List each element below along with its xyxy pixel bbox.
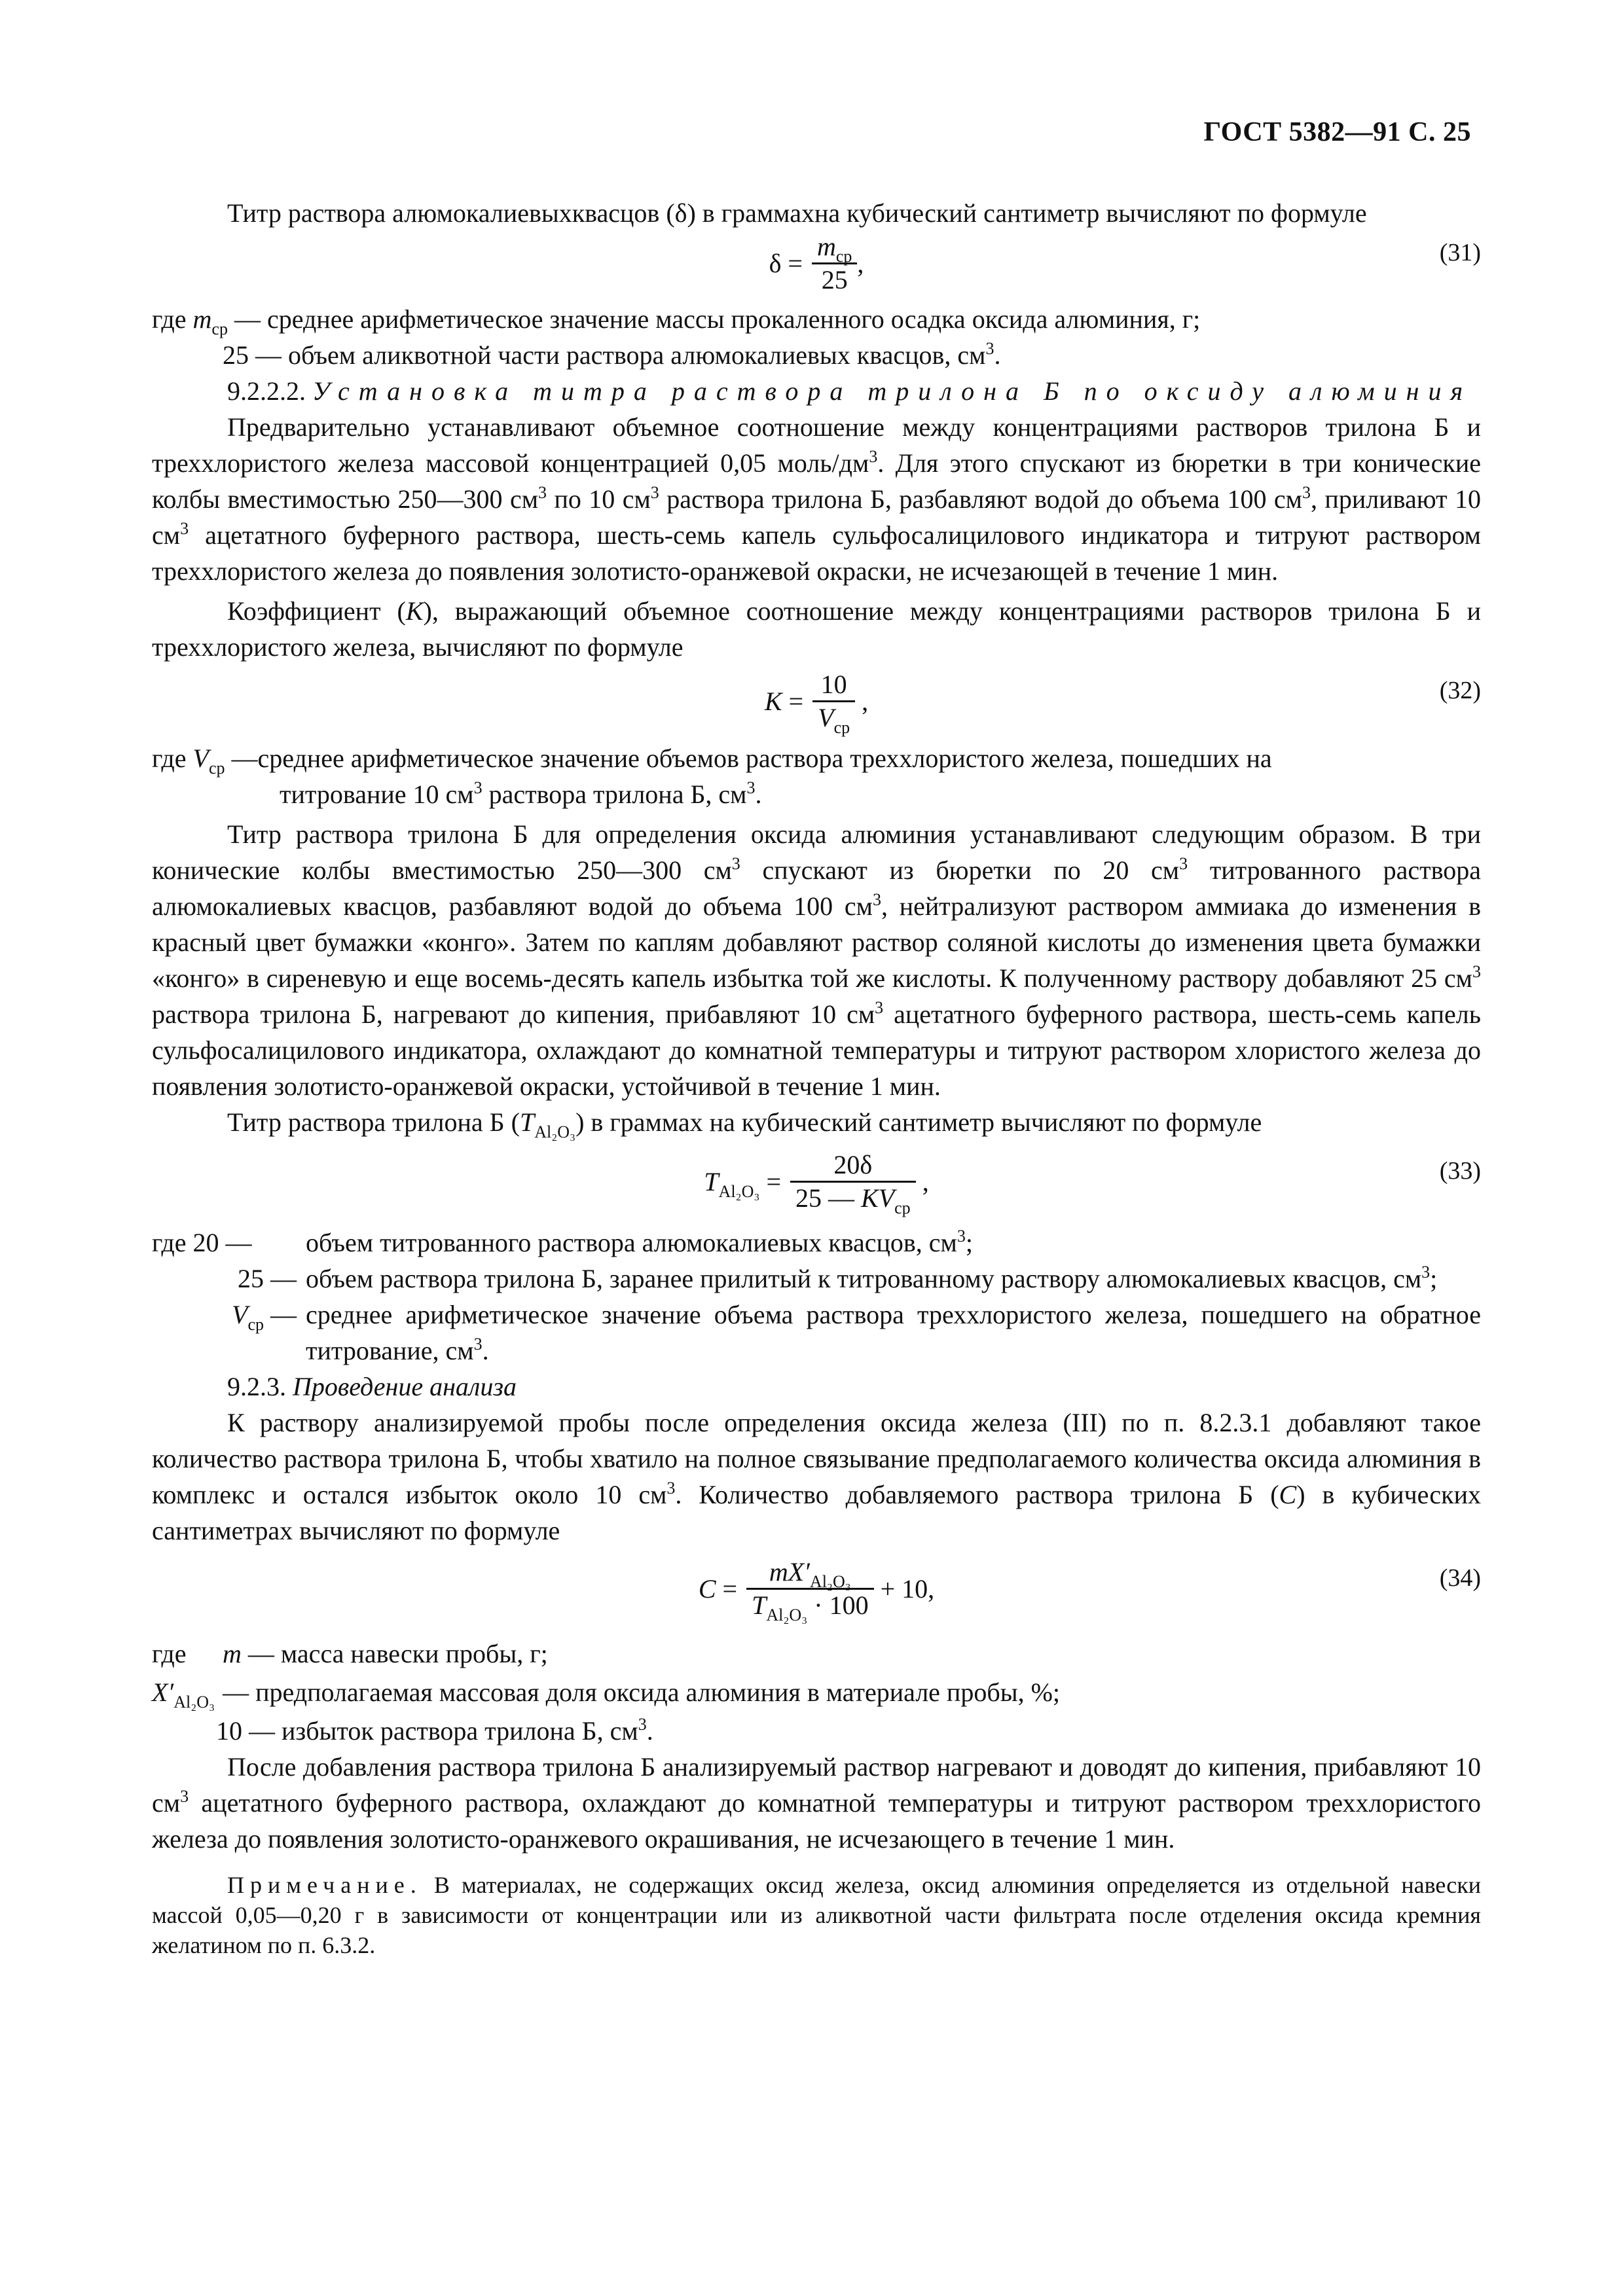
formula-31-num: m bbox=[816, 232, 836, 261]
where-34-row2: $X'_{Al_2O_3}$ — предполагаемая массовая доля оксида алюминия в материале пробы, %; bbox=[152, 1677, 1060, 1712]
note-label: Примечание. bbox=[227, 1872, 422, 1898]
where-33-row3: $V_{ср}$ — среднее арифметическое значение объема раствора треххлористого железа, пошедшего на обратное титрование, $см^3$. bbox=[232, 1300, 1481, 1365]
note-text: В материалах, не содержащих оксид железа, оксид алюминия определяется из отдельной навески массой 0,05—0,20 г в зависимости от концентрации или из аликвотной части фильтрата после отделения оксида кремния желатином по п. 6.3.2. bbox=[152, 1872, 1481, 1958]
formula-34: C = $\frac{mX'_{Al_2O_3}}{T_{Al_2O_3} \cdot 100}$ + 10, (34) bbox=[698, 1557, 1481, 1624]
equation-number-33: (33) bbox=[1439, 1157, 1481, 1185]
section-9-2-2-2-heading: 9.2.2.2. Установка титра раствора трилона Б по оксиду алюминия bbox=[227, 376, 1472, 406]
where-34-row1: где m — масса навески пробы, г; bbox=[152, 1639, 548, 1668]
paragraph-preliminary: Предварительно устанавливают объемное соотношение между концентрациями растворов трилона Б и треххлористого железа массовой концентрацией 0,05 моль/$дм^3$. Для этого спускают из бюретки в три конические колбы вместимостью 250—300 $см^3$ по 10 $см^3$ раствора трилона Б, разбавляют водой до объема 100 $см^3$, приливают 10 $см^3$ ацетатного буферного раствора, шесть-семь капель сульфосалицилового индикатора и титруют раствором треххлористого железа до появления золотисто-оранжевой окраски, не исчезающей в течение 1 мин. bbox=[152, 412, 1481, 586]
where-32-line1: где $V_{ср}$ —среднее арифметическое значение объемов раствора треххлористого железа, пошедших на bbox=[152, 744, 1272, 778]
paragraph-titr-alum: Титр раствора алюмокалиевыхквасцов (δ) в граммахна кубический сантиметр вычисляют по формуле bbox=[227, 198, 1367, 228]
formula-31: δ = $\frac{m_{ср}}{25}$ , (31) bbox=[769, 232, 1481, 295]
formula-31-fraction: $\frac{m_{ср}}{25}$ bbox=[812, 231, 857, 296]
where-31-line2: 25 — объем аликвотной части раствора алюмокалиевых квасцов, $см^3$. bbox=[223, 339, 1001, 370]
formula-31-den: 25 bbox=[821, 265, 848, 295]
equation-number-31: (31) bbox=[1439, 239, 1481, 266]
where-34-row3: 10 — избыток раствора трилона Б, $см^3$. bbox=[216, 1715, 653, 1746]
page-header: ГОСТ 5382—91 С. 25 bbox=[1203, 117, 1471, 147]
formula-32: K = $\frac{10}{V_{ср}}$ , (32) bbox=[764, 670, 1481, 737]
equation-number-34: (34) bbox=[1439, 1564, 1481, 1592]
where-33-row2: 25 — объем раствора трилона Б, заранее прилитый к титрованному раствору алюмокалиевых квасцов, $см^3$; bbox=[238, 1263, 1438, 1293]
where-32-line2: титрование 10 $см^3$ раствора трилона Б, $см^3$. bbox=[280, 778, 762, 809]
where-33-row1: где 20 — объем титрованного раствора алюмокалиевых квасцов, $см^3$; bbox=[152, 1227, 973, 1257]
formula-31-lhs: δ = bbox=[769, 249, 803, 278]
paragraph-titr-procedure: Титр раствора трилона Б для определения оксида алюминия устанавливают следующим образом. В три конические колбы вместимостью 250—300 $см^3$ спускают из бюретки по 20 $см^3$ титрованного раствора алюмокалиевых квасцов, разбавляют водой до объема 100 $см^3$, нейтрализуют раствором аммиака до изменения в красный цвет бумажки «конго». Затем по каплям добавляют раствор соляной кислоты до изменения цвета бумажки «конго» в сиреневую и еще восемь-десять капель избытка той же кислоты. К полученному раствору добавляют 25 $см^3$ раствора трилона Б, нагревают до кипения, прибавляют 10 $см^3$ ацетатного буферного раствора, шесть-семь капель сульфосалицилового индикатора, охлаждают до комнатной температуры и титруют раствором хлористого железа до появления золотисто-оранжевой окраски, устойчивой в течение 1 мин. bbox=[152, 819, 1481, 1101]
formula-33-fraction: $\frac{20\delta}{25 — KV_{ср}}$ bbox=[790, 1149, 916, 1214]
paragraph-analysis: К раствору анализируемой пробы после определения оксида железа (III) по п. 8.2.3.1 добавляют такое количество раствора трилона Б, чтобы хватило на полное связывание предполагаемого количества оксида алюминия в комплекс и остался избыток около 10 $см^3$. Количество добавляемого раствора трилона Б (C) в кубических сантиметрах вычисляют по формуле bbox=[152, 1408, 1481, 1545]
where-33-list bbox=[152, 1225, 1481, 1369]
paragraph-after-addition: После добавления раствора трилона Б анализируемый раствор нагревают и доводят до кипения, прибавляют 10 $см^3$ ацетатного буферного раствора, охлаждают до комнатной температуры и титруют раствором треххлористого железа до появления золотисто-оранжевого окрашивания, не исчезающего в течение 1 мин. bbox=[152, 1752, 1481, 1854]
paragraph-coefficient: Коэффициент (K), выражающий объемное соотношение между концентрациями растворов трилона Б и треххлористого железа, вычисляют по формуле bbox=[152, 596, 1482, 662]
paragraph-titr-trilon: Титр раствора трилона Б $(T_{Al_2O_3})$ в граммах на кубический сантиметр вычисляют по формуле bbox=[227, 1107, 1262, 1141]
formula-33: $T_{Al_2O_3}$ = $\frac{20\delta}{25 — KV_{ср}}$ , (33) bbox=[704, 1150, 1481, 1217]
page-content bbox=[152, 195, 1481, 1960]
note bbox=[152, 1870, 1481, 1960]
where-34-list bbox=[152, 1636, 1481, 1749]
formula-32-fraction: $\frac{10}{V_{ср}}$ bbox=[812, 669, 855, 734]
section-9-2-3-heading: 9.2.3. Проведение анализа bbox=[227, 1372, 517, 1401]
formula-34-fraction: $\frac{mX'_{Al_2O_3}}{T_{Al_2O_3} \cdot 100}$ bbox=[746, 1556, 873, 1621]
equation-number-32: (32) bbox=[1439, 677, 1481, 704]
where-31-line1: где $m_{ср}$ — среднее арифметическое значение массы прокаленного осадка оксида алюминия, г; bbox=[152, 304, 1201, 338]
